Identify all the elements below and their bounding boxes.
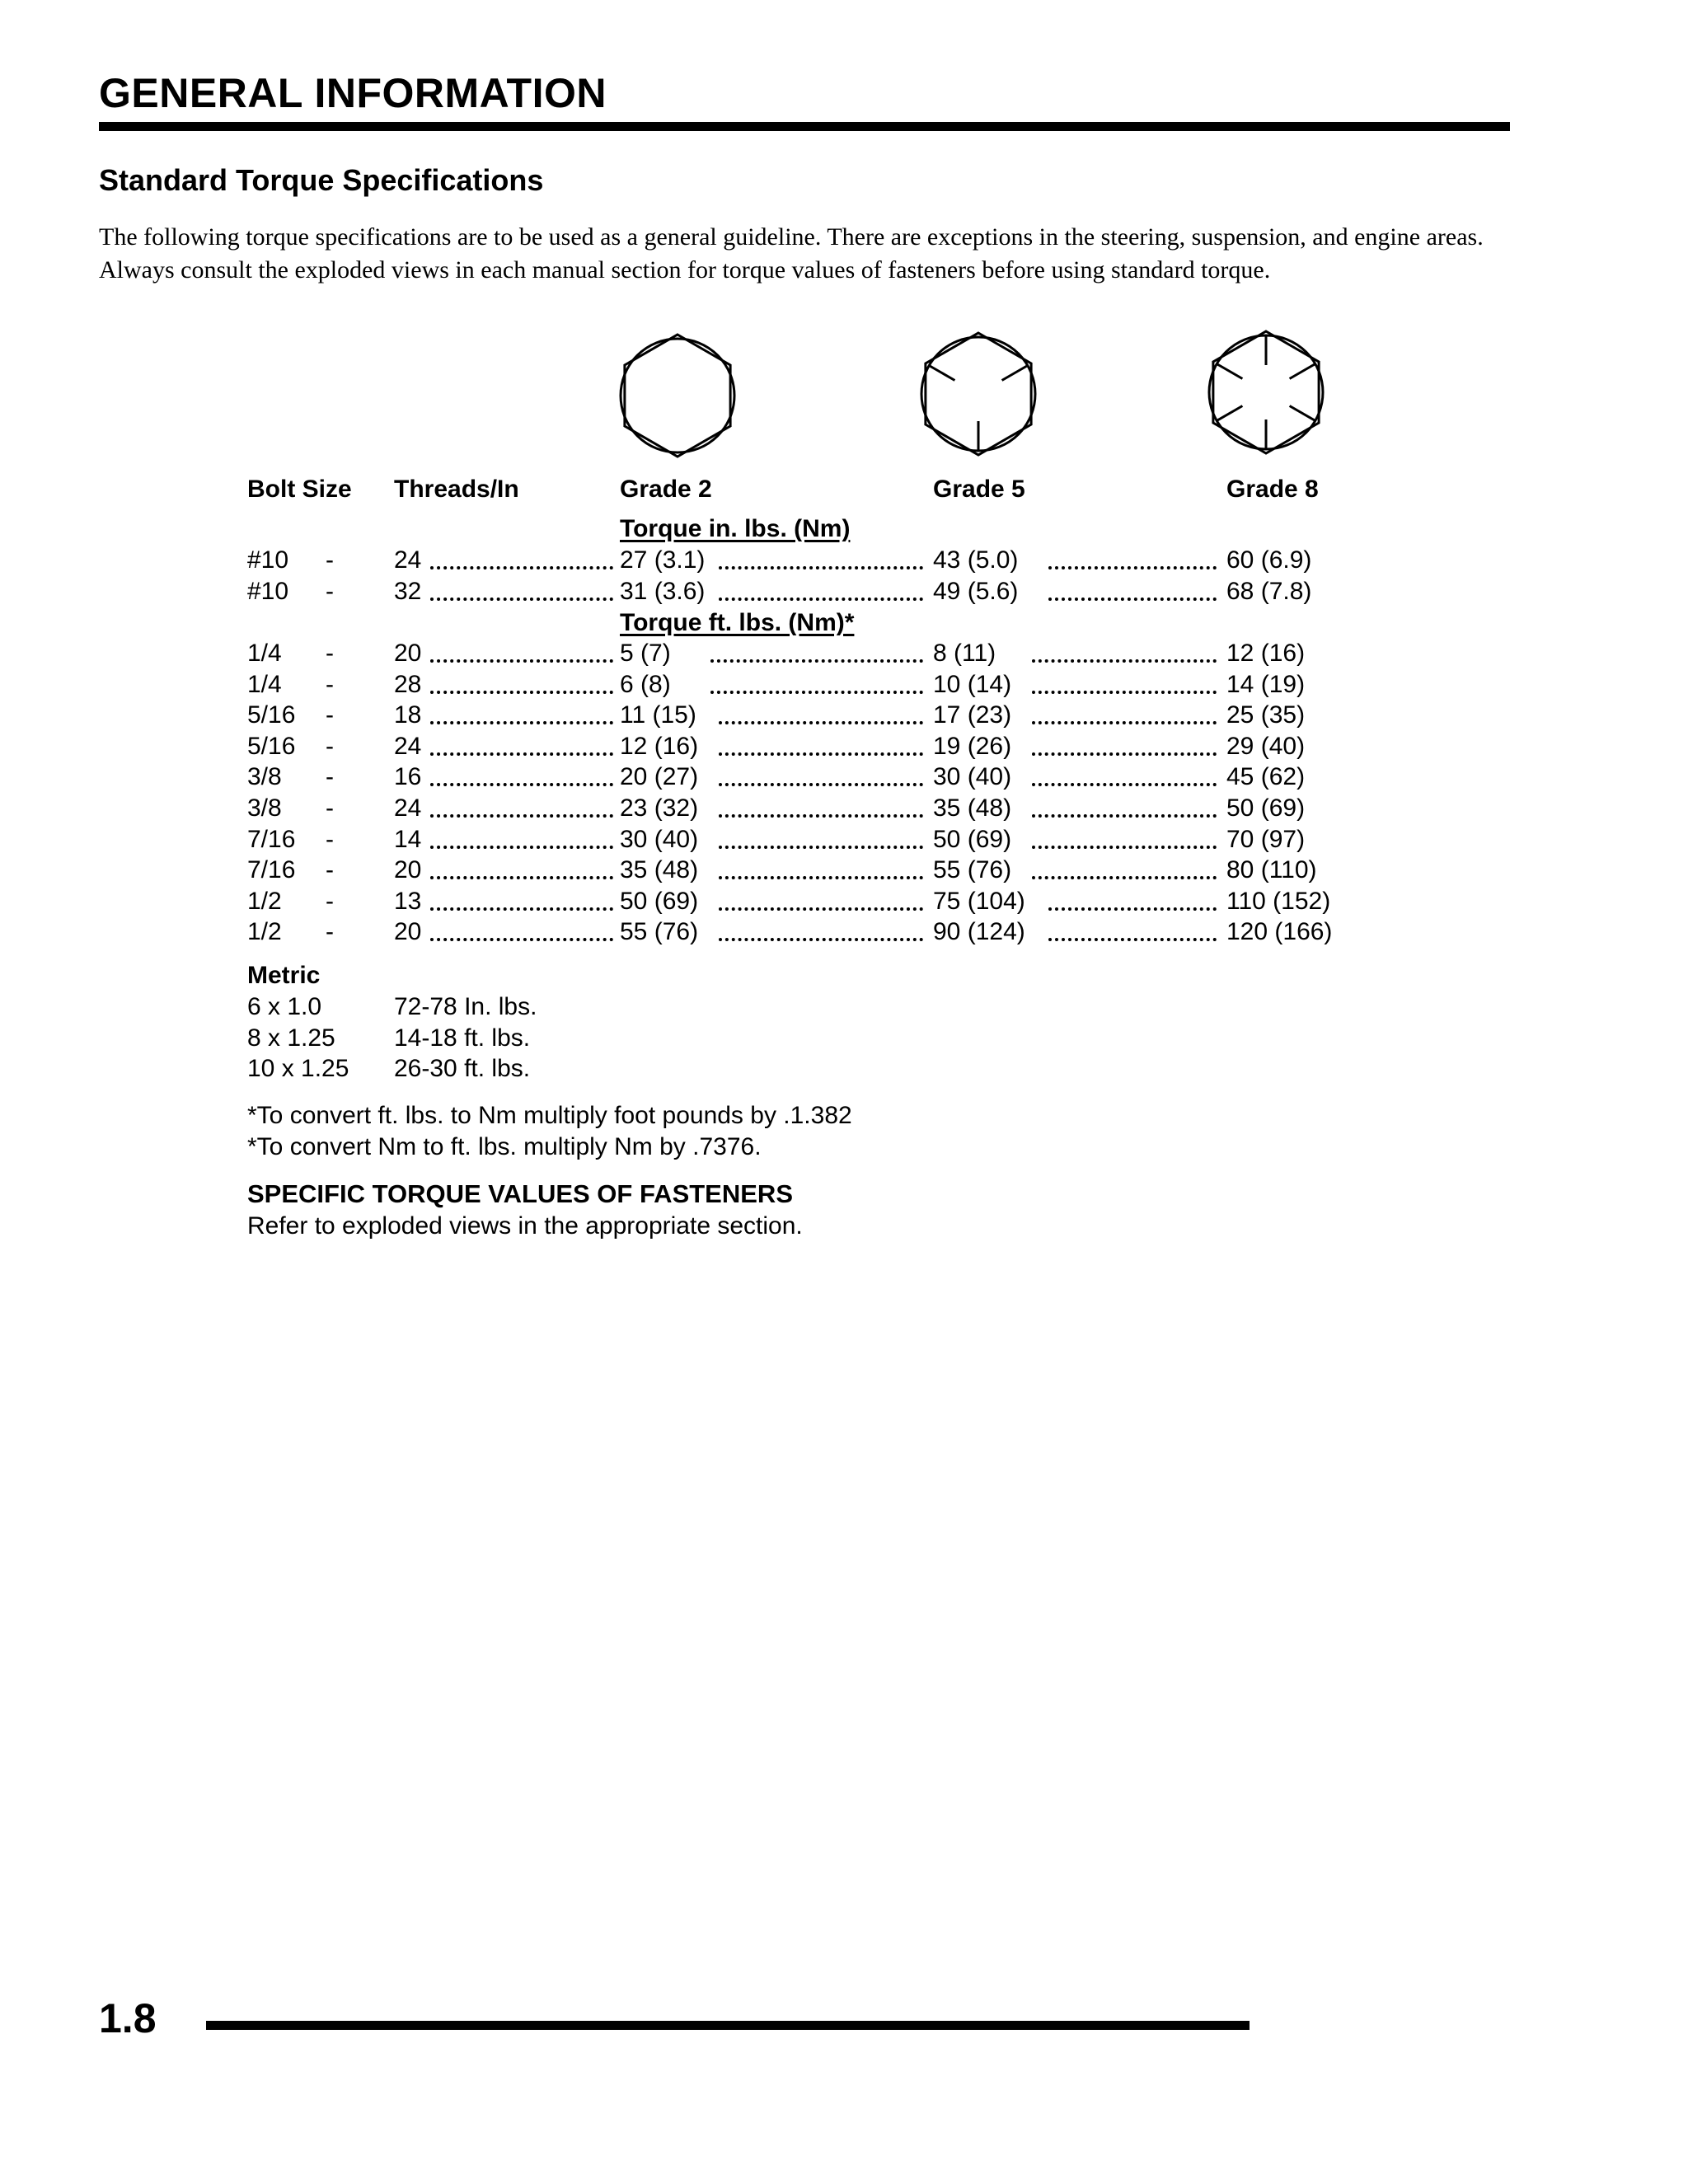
threads-cell: 28 [394, 670, 422, 698]
metric-size-cell: 8 x 1.25 [247, 1024, 335, 1052]
threads-cell: 20 [394, 856, 422, 884]
grade-5-value: 8 (11) [933, 640, 996, 667]
header-rule [99, 122, 1510, 131]
grade-8-value: 12 (16) [1226, 640, 1306, 667]
grade-2-value: 27 (3.1) [620, 546, 706, 574]
dash-cell: - [326, 763, 334, 791]
grade-2-value: 6 (8) [620, 670, 671, 698]
dot-leader [430, 846, 613, 849]
threads-cell: 24 [394, 794, 422, 822]
grade-8-value: 14 (19) [1226, 670, 1306, 698]
dot-leader [1032, 691, 1217, 694]
col-header-grade-2: Grade 2 [620, 476, 712, 503]
threads-cell: 20 [394, 918, 422, 946]
grade-2-value: 23 (32) [620, 794, 699, 822]
grade-5-value: 10 (14) [933, 670, 1012, 698]
grade-5-value: 50 (69) [933, 825, 1012, 853]
dot-leader [710, 659, 923, 663]
dash-cell: - [326, 640, 334, 667]
dot-leader [430, 659, 613, 663]
page-number: 1.8 [99, 1995, 157, 2041]
dash-cell: - [326, 856, 334, 884]
grade-2-value: 55 (76) [620, 918, 699, 946]
bolt-size-cell: 3/8 [247, 794, 282, 822]
grade-5-value: 17 (23) [933, 701, 1012, 729]
dot-leader [430, 876, 613, 879]
dot-leader [430, 907, 613, 911]
dash-cell: - [326, 887, 334, 915]
dot-leader [719, 721, 923, 724]
threads-cell: 16 [394, 763, 422, 791]
dot-leader [719, 814, 923, 818]
dot-leader [1032, 783, 1217, 786]
grade-2-bolt-head-icon [621, 335, 734, 457]
dot-leader [1048, 566, 1217, 569]
metric-size-cell: 6 x 1.0 [247, 993, 322, 1020]
threads-cell: 24 [394, 546, 422, 574]
specific-torque-text: Refer to exploded views in the appropriate section. [247, 1212, 803, 1240]
dot-leader [719, 783, 923, 786]
grade-5-value: 30 (40) [933, 763, 1012, 791]
bolt-size-cell: 5/16 [247, 701, 296, 729]
dot-leader [430, 814, 613, 818]
bolt-size-cell: 1/2 [247, 918, 282, 946]
dot-leader [1048, 598, 1217, 601]
bolt-size-cell: 1/4 [247, 670, 282, 698]
bolt-size-cell: 1/4 [247, 640, 282, 667]
col-header-threads: Threads/In [394, 476, 519, 503]
dash-cell: - [326, 825, 334, 853]
grade-2-value: 30 (40) [620, 825, 699, 853]
dot-leader [430, 566, 613, 569]
bolt-size-cell: 7/16 [247, 825, 296, 853]
grade-5-value: 43 (5.0) [933, 546, 1019, 574]
dot-leader [1032, 752, 1217, 756]
grade-8-value: 68 (7.8) [1226, 577, 1312, 605]
grade-5-value: 35 (48) [933, 794, 1012, 822]
grade-2-value: 11 (15) [620, 701, 696, 729]
dot-leader [430, 691, 613, 694]
dash-cell: - [326, 794, 334, 822]
grade-5-value: 75 (104) [933, 887, 1025, 915]
grade-2-value: 12 (16) [620, 732, 699, 760]
dot-leader [719, 598, 923, 601]
grade-2-value: 20 (27) [620, 763, 699, 791]
dot-leader [430, 938, 613, 941]
dash-cell: - [326, 546, 334, 574]
grade-8-value: 80 (110) [1226, 856, 1317, 884]
conversion-note: *To convert Nm to ft. lbs. multiply Nm by .7376. [247, 1132, 762, 1160]
bolt-size-cell: 7/16 [247, 856, 296, 884]
grade-5-value: 55 (76) [933, 856, 1012, 884]
grade-5-bolt-head-icon [921, 333, 1035, 455]
grade-8-value: 60 (6.9) [1226, 546, 1312, 574]
grade-2-value: 5 (7) [620, 640, 671, 667]
grade-2-value: 50 (69) [620, 887, 699, 915]
grade-2-value: 31 (3.6) [620, 577, 706, 605]
grade-8-bolt-head-icon [1209, 331, 1323, 453]
page-header-title: GENERAL INFORMATION [99, 70, 607, 116]
col-header-bolt-size: Bolt Size [247, 476, 352, 503]
footer-rule [206, 2021, 1250, 2030]
dot-leader [710, 691, 923, 694]
bolt-size-cell: 3/8 [247, 763, 282, 791]
dash-cell: - [326, 701, 334, 729]
dot-leader [1032, 659, 1217, 663]
intro-paragraph: The following torque specifications are to be used as a general guideline. There are exceptions in the steering, suspension, and engine areas. Always consult the exploded views in each manual section for torque values of fasteners before using standard torque. [99, 223, 1484, 284]
grade-8-value: 45 (62) [1226, 763, 1306, 791]
bolt-size-cell: 1/2 [247, 887, 282, 915]
dot-leader [719, 566, 923, 569]
dot-leader [430, 721, 613, 724]
threads-cell: 20 [394, 640, 422, 667]
dot-leader [1032, 876, 1217, 879]
dash-cell: - [326, 577, 334, 605]
grade-5-value: 90 (124) [933, 918, 1025, 946]
grade-8-value: 70 (97) [1226, 825, 1306, 853]
threads-cell: 18 [394, 701, 422, 729]
threads-cell: 14 [394, 825, 422, 853]
dot-leader [719, 846, 923, 849]
threads-cell: 13 [394, 887, 422, 915]
bolt-size-cell: #10 [247, 546, 289, 574]
grade-2-value: 35 (48) [620, 856, 699, 884]
dot-leader [1032, 814, 1217, 818]
conversion-note: *To convert ft. lbs. to Nm multiply foot pounds by .1.382 [247, 1102, 852, 1129]
dot-leader [1032, 846, 1217, 849]
in-lbs-section-label: Torque in. lbs. (Nm) [620, 515, 851, 542]
metric-value-cell: 14-18 ft. lbs. [394, 1024, 531, 1052]
dot-leader [719, 907, 923, 911]
dot-leader [430, 783, 613, 786]
col-header-grade-5: Grade 5 [933, 476, 1025, 503]
grade-8-value: 110 (152) [1226, 887, 1331, 915]
threads-cell: 32 [394, 577, 422, 605]
dash-cell: - [326, 670, 334, 698]
grade-8-value: 120 (166) [1226, 918, 1333, 946]
bolt-size-cell: 5/16 [247, 732, 296, 760]
ft-lbs-section-label: Torque ft. lbs. (Nm)* [620, 609, 855, 636]
dot-leader [719, 752, 923, 756]
grade-8-value: 29 (40) [1226, 732, 1306, 760]
metric-title: Metric [247, 962, 321, 989]
metric-size-cell: 10 x 1.25 [247, 1055, 349, 1083]
section-title: Standard Torque Specifications [99, 163, 544, 197]
dash-cell: - [326, 918, 334, 946]
metric-value-cell: 26-30 ft. lbs. [394, 1055, 531, 1083]
grade-5-value: 49 (5.6) [933, 577, 1019, 605]
dot-leader [1032, 721, 1217, 724]
grade-8-value: 25 (35) [1226, 701, 1306, 729]
dot-leader [1048, 938, 1217, 941]
dot-leader [430, 752, 613, 756]
dot-leader [1048, 907, 1217, 911]
specific-torque-title: SPECIFIC TORQUE VALUES OF FASTENERS [247, 1179, 793, 1208]
grade-5-value: 19 (26) [933, 732, 1012, 760]
bolt-size-cell: #10 [247, 577, 289, 605]
col-header-grade-8: Grade 8 [1226, 476, 1319, 503]
metric-value-cell: 72-78 In. lbs. [394, 993, 537, 1020]
dash-cell: - [326, 732, 334, 760]
dot-leader [719, 876, 923, 879]
grade-8-value: 50 (69) [1226, 794, 1306, 822]
threads-cell: 24 [394, 732, 422, 760]
dot-leader [430, 598, 613, 601]
dot-leader [719, 938, 923, 941]
